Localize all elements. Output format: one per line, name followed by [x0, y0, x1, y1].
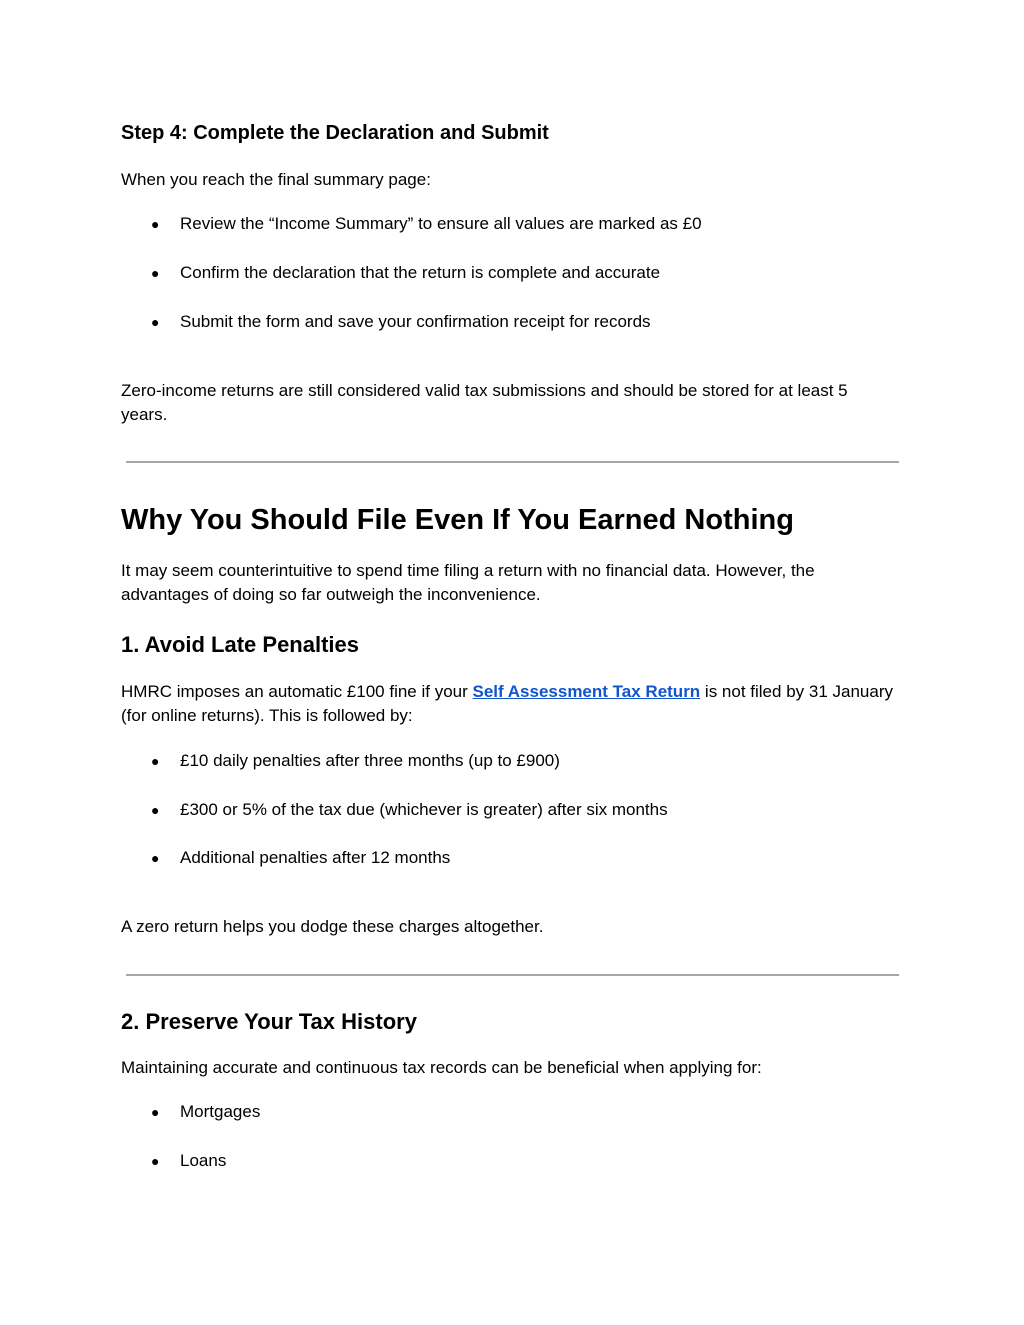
step-4-intro: When you reach the final summary page: [121, 170, 431, 189]
bullet-icon: ● [151, 753, 160, 769]
bullet-icon: ● [151, 1104, 160, 1120]
bullet-icon: ● [151, 216, 160, 232]
list-item [121, 749, 560, 773]
list-item [121, 310, 651, 334]
list-item [121, 212, 702, 236]
penalties-heading: 1. Avoid Late Penalties [121, 632, 360, 657]
list-item-text: Submit the form and save your confirmation receipt for records [180, 312, 651, 331]
step-4-heading: Step 4: Complete the Declaration and Submit [121, 122, 549, 144]
bullet-icon: ● [151, 1153, 160, 1169]
divider [126, 974, 899, 976]
step-4-note: Zero-income returns are still considered valid tax submissions and should be stored for at least 5 years. [121, 381, 848, 424]
bullet-icon: ● [151, 850, 160, 866]
history-heading: 2. Preserve Your Tax History [121, 1009, 417, 1034]
penalties-closing: A zero return helps you dodge these charges altogether. [121, 917, 544, 936]
why-intro: It may seem counterintuitive to spend time filing a return with no financial data. However, the advantages of doing so far outweigh the inconvenience. [121, 561, 815, 604]
bullet-icon: ● [151, 265, 160, 281]
bullet-icon: ● [151, 314, 160, 330]
list-item [121, 1100, 260, 1124]
list-item-text: Mortgages [180, 1102, 261, 1121]
history-intro: Maintaining accurate and continuous tax records can be beneficial when applying for: [121, 1058, 762, 1077]
list-item-text: Additional penalties after 12 months [180, 848, 451, 867]
list-item [121, 846, 450, 870]
list-item-text: Confirm the declaration that the return is complete and accurate [180, 263, 661, 282]
list-item [121, 261, 660, 285]
divider [126, 461, 899, 463]
list-item [121, 798, 668, 822]
penalties-text-start: HMRC imposes an automatic £100 fine if your [121, 682, 473, 701]
self-assessment-link[interactable]: Self Assessment Tax Return [472, 682, 701, 701]
list-item-text: Review the “Income Summary” to ensure all values are marked as £0 [180, 214, 702, 233]
list-item-text: Loans [180, 1151, 227, 1170]
why-heading: Why You Should File Even If You Earned Nothing [121, 504, 794, 536]
list-item [121, 1149, 226, 1173]
list-item-text: £10 daily penalties after three months (up to £900) [180, 751, 560, 770]
bullet-icon: ● [151, 802, 160, 818]
penalties-paragraph [121, 680, 896, 728]
list-item-text: £300 or 5% of the tax due (whichever is greater) after six months [180, 800, 668, 819]
penalties-text-end: is not filed by 31 January (for online returns). This is followed by: [121, 682, 893, 725]
